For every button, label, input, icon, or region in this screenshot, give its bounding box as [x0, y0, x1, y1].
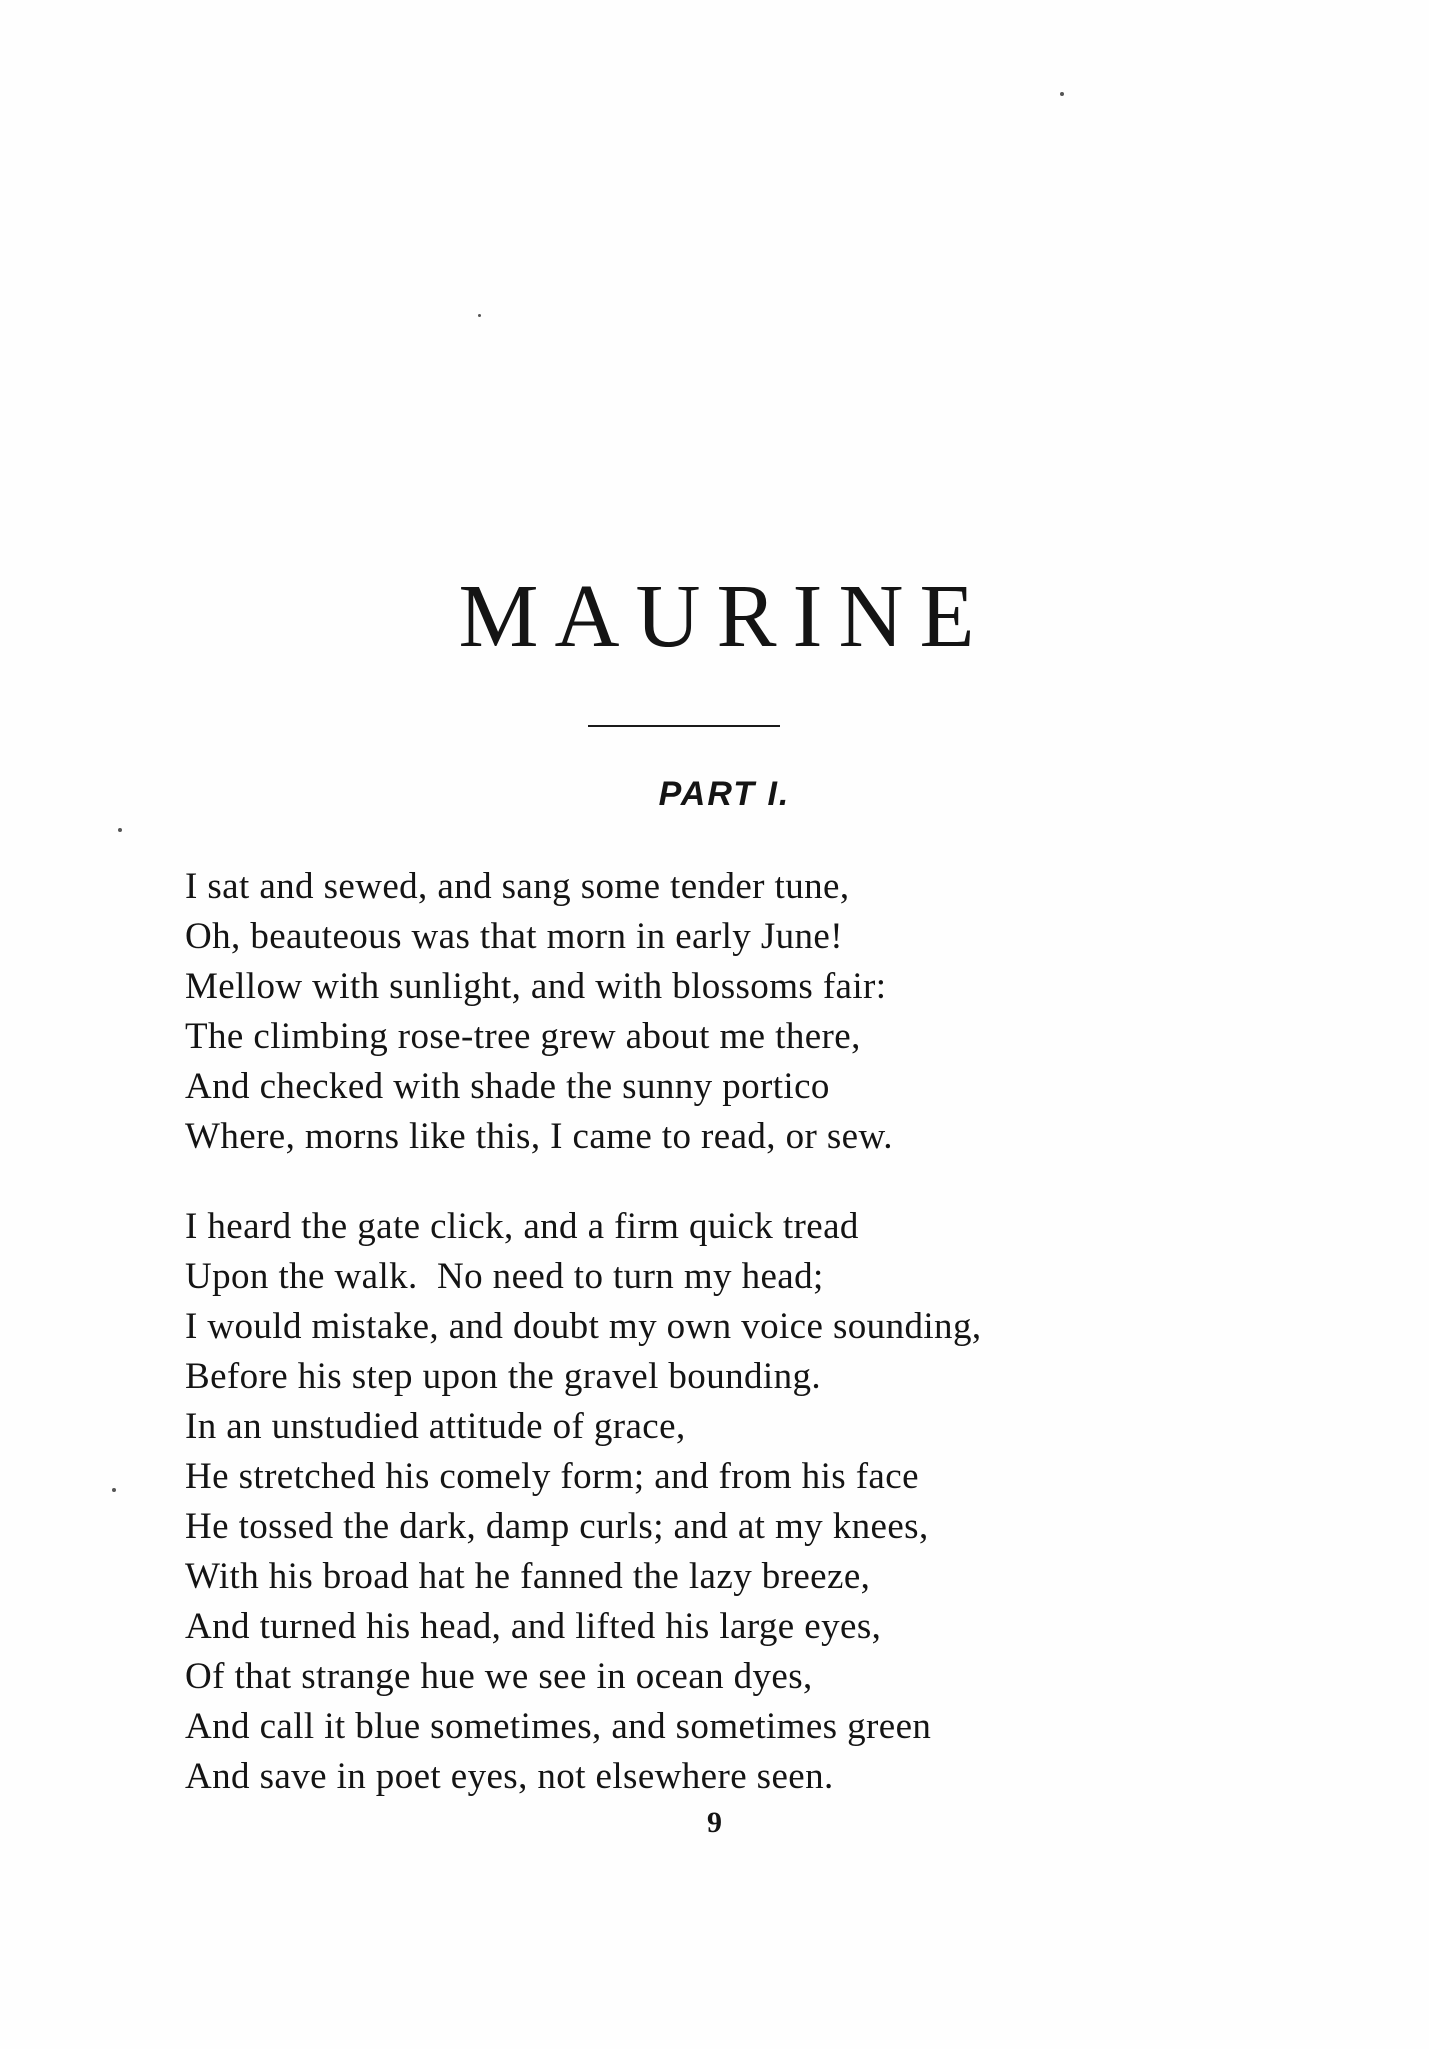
poem-line: I heard the gate click, and a firm quick tread [185, 1206, 859, 1247]
poem-line: With his broad hat he fanned the lazy breeze, [185, 1556, 871, 1597]
poem-line: And save in poet eyes, not elsewhere seen. [185, 1756, 834, 1797]
scan-speck [478, 314, 481, 317]
poem-line: In an unstudied attitude of grace, [185, 1406, 686, 1447]
poem-line: Where, morns like this, I came to read, or sew. [185, 1116, 893, 1157]
poem-line: I would mistake, and doubt my own voice sounding, [185, 1306, 982, 1347]
poem-line: And checked with shade the sunny portico [185, 1066, 830, 1107]
poem-line: Mellow with sunlight, and with blossoms fair: [185, 966, 887, 1007]
poem-line: Before his step upon the gravel bounding. [185, 1356, 822, 1397]
title-divider [588, 725, 780, 727]
stanza [185, 1202, 1265, 1802]
scan-speck [112, 1488, 116, 1492]
poem-line: He stretched his comely form; and from his face [185, 1456, 919, 1497]
stanza [185, 862, 1265, 1162]
poem-line: Of that strange hue we see in ocean dyes, [185, 1656, 813, 1697]
page-number: 9 [707, 1806, 722, 1839]
poem-line: The climbing rose-tree grew about me there, [185, 1016, 861, 1057]
poem-line: And turned his head, and lifted his large eyes, [185, 1606, 882, 1647]
scan-speck [118, 828, 122, 832]
poem-title: MAURINE [458, 567, 991, 666]
part-heading: PART I. [658, 775, 791, 813]
poem-line: I sat and sewed, and sang some tender tune, [185, 866, 850, 907]
poem-line: And call it blue sometimes, and sometimes green [185, 1706, 932, 1747]
scan-speck [1060, 92, 1064, 96]
poem-line: Oh, beauteous was that morn in early June! [185, 916, 843, 957]
poem-line: Upon the walk. No need to turn my head; [185, 1256, 824, 1297]
poem-line: He tossed the dark, damp curls; and at my knees, [185, 1506, 929, 1547]
